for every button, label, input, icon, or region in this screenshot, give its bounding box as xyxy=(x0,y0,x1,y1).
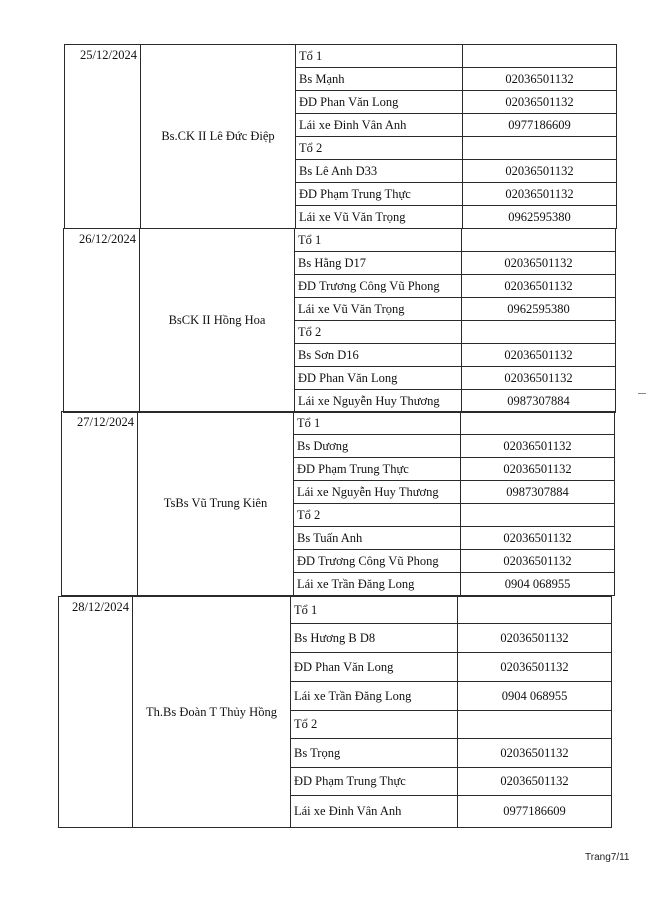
doctor-cell: BsCK II Hồng Hoa xyxy=(140,229,295,413)
doctor-cell: Th.Bs Đoàn T Thủy Hồng xyxy=(133,597,291,828)
phone-cell: 02036501132 xyxy=(458,768,612,796)
phone-cell xyxy=(458,597,612,624)
role-cell: Tổ 2 xyxy=(296,137,463,160)
phone-cell: 0904 068955 xyxy=(458,682,612,711)
phone-cell xyxy=(462,229,616,252)
date-cell: 27/12/2024 xyxy=(62,412,138,596)
phone-cell: 02036501132 xyxy=(461,435,615,458)
role-cell: Tổ 1 xyxy=(296,45,463,68)
phone-cell: 0987307884 xyxy=(461,481,615,504)
phone-cell: 02036501132 xyxy=(463,183,617,206)
role-cell: Lái xe Vũ Văn Trọng xyxy=(296,206,463,229)
doctor-cell: Bs.CK II Lê Đức Điệp xyxy=(141,45,296,229)
role-cell: ĐD Phan Văn Long xyxy=(296,91,463,114)
phone-cell: 02036501132 xyxy=(461,458,615,481)
role-cell: Tổ 2 xyxy=(295,321,462,344)
phone-cell: 02036501132 xyxy=(463,91,617,114)
role-cell: Bs Dương xyxy=(294,435,461,458)
role-cell: ĐD Trương Công Vũ Phong xyxy=(294,550,461,573)
role-cell: ĐD Phạm Trung Thực xyxy=(291,768,458,796)
phone-cell: 02036501132 xyxy=(458,739,612,768)
role-cell: Tổ 1 xyxy=(295,229,462,252)
phone-cell: 02036501132 xyxy=(462,252,616,275)
phone-cell: 02036501132 xyxy=(463,68,617,91)
role-cell: Bs Lê Anh D33 xyxy=(296,160,463,183)
role-cell: Lái xe Vũ Văn Trọng xyxy=(295,298,462,321)
schedule-block xyxy=(61,411,615,596)
role-cell: Lái xe Đinh Vân Anh xyxy=(296,114,463,137)
phone-cell: 02036501132 xyxy=(462,344,616,367)
schedule-block xyxy=(63,228,616,413)
schedule-block xyxy=(64,44,617,229)
date-cell: 25/12/2024 xyxy=(65,45,141,229)
role-cell: Bs Hương B D8 xyxy=(291,624,458,653)
phone-cell: 0904 068955 xyxy=(461,573,615,596)
phone-cell xyxy=(461,412,615,435)
phone-cell: 02036501132 xyxy=(458,653,612,682)
role-cell: Bs Mạnh xyxy=(296,68,463,91)
page-number: Trang7/11 xyxy=(585,852,630,863)
phone-cell: 02036501132 xyxy=(462,275,616,298)
phone-cell xyxy=(461,504,615,527)
doctor-cell: TsBs Vũ Trung Kiên xyxy=(138,412,294,596)
role-cell: Bs Tuấn Anh xyxy=(294,527,461,550)
scan-mark xyxy=(638,393,646,394)
phone-cell: 02036501132 xyxy=(461,550,615,573)
role-cell: Tổ 2 xyxy=(294,504,461,527)
schedule-block xyxy=(58,596,612,828)
phone-cell xyxy=(462,321,616,344)
role-cell: Tổ 1 xyxy=(294,412,461,435)
role-cell: Lái xe Nguyễn Huy Thương xyxy=(294,481,461,504)
role-cell: Lái xe Nguyễn Huy Thương xyxy=(295,390,462,413)
phone-cell: 0977186609 xyxy=(463,114,617,137)
date-cell: 26/12/2024 xyxy=(64,229,140,413)
role-cell: Tổ 1 xyxy=(291,597,458,624)
role-cell: Bs Trọng xyxy=(291,739,458,768)
phone-cell: 0987307884 xyxy=(462,390,616,413)
phone-cell: 0962595380 xyxy=(462,298,616,321)
phone-cell: 0977186609 xyxy=(458,796,612,828)
date-cell: 28/12/2024 xyxy=(59,597,133,828)
phone-cell: 0962595380 xyxy=(463,206,617,229)
role-cell: ĐD Phan Văn Long xyxy=(291,653,458,682)
role-cell: ĐD Phạm Trung Thực xyxy=(294,458,461,481)
phone-cell: 02036501132 xyxy=(463,160,617,183)
role-cell: ĐD Phan Văn Long xyxy=(295,367,462,390)
role-cell: Tổ 2 xyxy=(291,711,458,739)
role-cell: ĐD Phạm Trung Thực xyxy=(296,183,463,206)
phone-cell xyxy=(463,45,617,68)
role-cell: Lái xe Trần Đăng Long xyxy=(291,682,458,711)
role-cell: Lái xe Đinh Vân Anh xyxy=(291,796,458,828)
role-cell: Lái xe Trần Đăng Long xyxy=(294,573,461,596)
role-cell: ĐD Trương Công Vũ Phong xyxy=(295,275,462,298)
phone-cell: 02036501132 xyxy=(458,624,612,653)
phone-cell xyxy=(458,711,612,739)
phone-cell xyxy=(463,137,617,160)
phone-cell: 02036501132 xyxy=(462,367,616,390)
role-cell: Bs Hằng D17 xyxy=(295,252,462,275)
phone-cell: 02036501132 xyxy=(461,527,615,550)
role-cell: Bs Sơn D16 xyxy=(295,344,462,367)
